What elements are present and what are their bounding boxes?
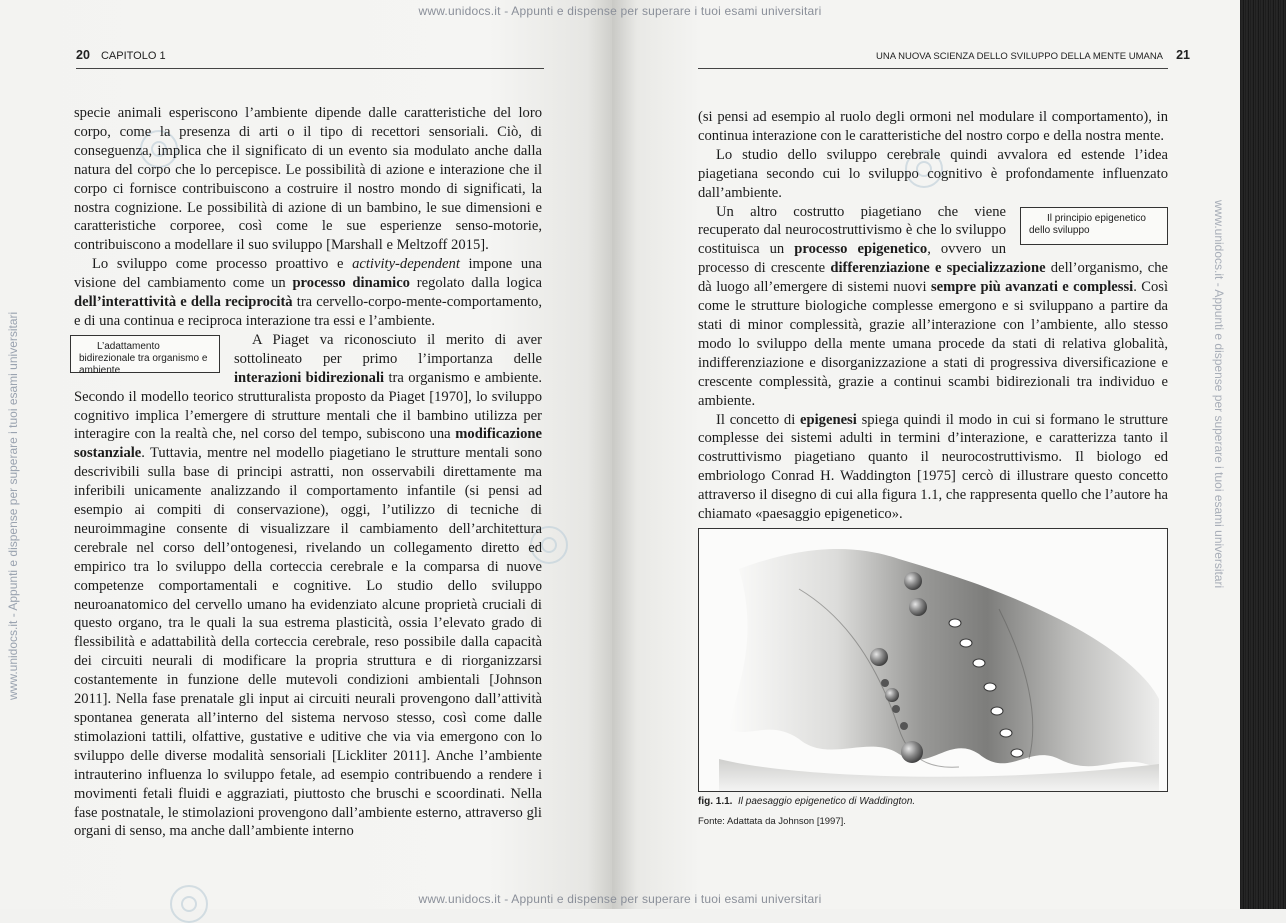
right-chapter-title: UNA NUOVA SCIENZA DELLO SVILUPPO DELLA MENTE UMANA: [876, 51, 1164, 62]
left-page-number: 20: [76, 48, 90, 62]
figure-label: fig. 1.1.: [698, 796, 733, 807]
paragraph: specie animali esperiscono l’ambiente dipende dalle caratteristiche del loro corpo, come la presenza di arti o il tipo di recettori sensoriali. Ciò, di conseguenza, implica che il significato di un evento sia modulato anche dalla natura del corpo che lo percepisce. Le possibilità di azione e interazione che il corpo ci fornisce contribuiscono a costruire il nostro mondo di significati, la nostra cognizione. Le possibilità di azione di un bambino, le sue dimensioni e caratteristiche corporee, così come le sue esperienze senso-motorie, contribuiscono a modellare il suo sviluppo [Marshall e Meltzoff 2015].: [74, 105, 542, 254]
book-page-edges: [1240, 0, 1286, 909]
watermark-top: www.unidocs.it - Appunti e dispense per superare i tuoi esami universitari: [418, 4, 822, 18]
watermark-bottom: www.unidocs.it - Appunti e dispense per superare i tuoi esami universitari: [418, 892, 822, 906]
right-running-head: [876, 48, 1266, 62]
margin-note-box: L’adattamento bidirezionale tra organismo e ambiente: [70, 335, 220, 373]
figure-source: Fonte: Adattata da Johnson [1997].: [698, 816, 846, 827]
paragraph: Lo studio dello sviluppo cerebrale quindi avvalora ed estende l’idea piagetiana secondo cui lo sviluppo cognitivo è profondamente influenzato dall’ambiente.: [698, 146, 1168, 201]
right-body-text: [698, 108, 1168, 524]
figure-epigenetic-landscape: [698, 528, 1168, 792]
left-body-text: [74, 104, 542, 841]
right-header-rule: [698, 68, 1168, 69]
watermark-side-right: www.unidocs.it - Appunti e dispense per superare i tuoi esami universitari: [1212, 200, 1226, 589]
watermark-side-left: www.unidocs.it - Appunti e dispense per superare i tuoi esami universitari: [6, 311, 20, 700]
watermark-logo-icon: [170, 885, 208, 923]
left-running-head: [76, 48, 166, 62]
paragraph: Il concetto di epigenesi spiega quindi il modo in cui si formano le strutture complesse dei sistemi adulti in termini d’interazione, e caratterizza tanto il costruttivismo piagetiano quanto il neurocostruttivismo. Il biologo ed embriologo Conrad H. Waddington [1975] cercò di illustrare questo concetto attraverso il disegno di cui alla figura 1.1, che rappresenta quello che l’autore ha chiamato «paesaggio epigenetico».: [698, 411, 1168, 523]
figure-caption-text: Il paesaggio epigenetico di Waddington.: [738, 796, 916, 807]
left-chapter-label: CAPITOLO 1: [100, 50, 166, 62]
paragraph: Lo sviluppo come processo proattivo e activity-dependent impone una visione del cambiamento come un processo dinamico regolato dalla logica dell’interattività e della reciprocità tra cervello-corpo-mente-comportamento, e di una continua e reciproca interazione tra essi e l’ambiente.: [74, 256, 543, 329]
paragraph: L’adattamento bidirezionale tra organismo e ambiente A Piaget va riconosciuto il merito di aver sottolineato per primo l’importanza delle interazioni bidirezionali tra organismo e ambiente. Secondo il modello teorico strutturalista proposto da Piaget [1970], lo sviluppo cognitivo implica l’emergere di strutture mentali che il bambino utilizza per interagire con la realtà che, nel corso del tempo, subiscono una modificazione sostanziale. Tuttavia, mentre nel modello piagetiano le strutture mentali sono descrivibili sulla base di principi astratti, non osservabili direttamente ma inferibili unicamente analizzando il comportamento infantile (si pensi ad esempio ai compiti di conservazione), oggi, l’utilizzo di tecniche di neuroimmagine consente di visualizzare il cambiamento dell’architettura cerebrale nel corso dell’ontogenesi, rivelando un collegamento diretto ed empirico tra lo sviluppo della corteccia cerebrale e la comparsa di nuove competenze comportamentali e cognitive. Lo studio dello sviluppo neuroanatomico del cervello umano ha evidenziato alcune proprietà cruciali di questo organo, tra le quali la sua estrema plasticità, ossia l’elevato grado di flessibilità e adattabilità della corteccia cerebrale, reso possibile dalla capacità dei circuiti neurali di modificare la propria struttura e di riorganizzarsi costantemente in funzione delle mutevoli condizioni ambientali [Johnson 2011]. Nella fase prenatale gli input ai circuiti neurali provengono dall’attività spontanea generata all’interno del sistema nervoso stesso, così come dalle stimolazioni tattili, olfattive, gustative e uditive che via via emergono con lo sviluppo delle diverse modalità sensoriali [Lickliter 2011]. Anche l’ambiente intrauterino influenza lo sviluppo fetale, ad esempio contribuendo a rendere i movimenti fetali fluidi e aggraziati, piuttosto che bruschi e scoordinati. Nella fase postnatale, le stimolazioni provengono dall’ambiente esterno, attraverso gli organi di senso, ma anche dall’ambiente interno: [74, 331, 542, 841]
margin-note-box: Il principio epigenetico dello sviluppo: [1020, 207, 1168, 245]
paragraph: (si pensi ad esempio al ruolo degli ormoni nel modulare il comportamento), in continua interazione con le caratteristiche del nostro corpo e della nostra mente.: [698, 109, 1168, 144]
landscape-illustration: [699, 529, 1167, 791]
left-header-rule: [76, 68, 544, 69]
paragraph: Il principio epigenetico dello sviluppo Un altro costrutto piagetiano che viene recuperato dal neurocostruttivismo è che lo sviluppo costituisca un processo epigenetico, ovvero un processo di crescente differenziazione e specializzazione dell’organismo, che dà luogo all’emergere di sistemi nuovi sempre più avanzati e complessi. Così come le strutture biologiche complesse emergono e si sviluppano a partire da stati di minor complessità, grazie all’interazione con l’ambiente, allo stesso modo lo sviluppo della mente umana procede da stati di relativa globalità, indifferenziazione e disorganizzazione a stati di progressiva diversificazione e crescente complessità, grazie a continui scambi bidirezionali tra individuo e ambiente.: [698, 203, 1169, 409]
right-page-number: 21: [1176, 48, 1190, 62]
figure-caption: [698, 796, 915, 807]
